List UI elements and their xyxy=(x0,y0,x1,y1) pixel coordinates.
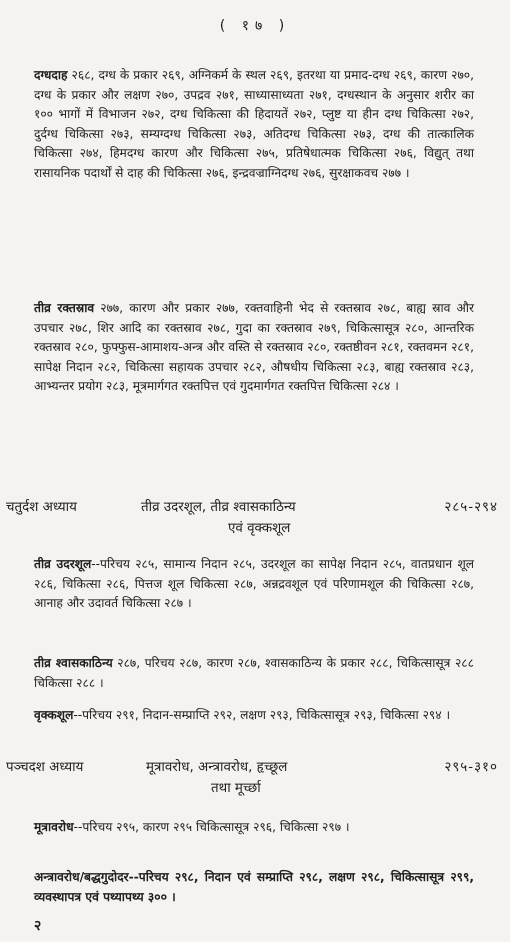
section-heading: वृक्कशूल xyxy=(34,708,74,722)
chapter-title: मूत्रावरोध, अन्त्रावरोध, हृच्छूल xyxy=(146,760,288,775)
chapter-name: चतुर्दश अध्याय xyxy=(6,500,77,515)
footer-signature-mark: २ xyxy=(34,918,42,934)
section-heading: मूत्रावरोध xyxy=(34,820,74,834)
chapter-title: तीव्र उदरशूल, तीव्र श्वासकाठिन्य xyxy=(141,500,296,515)
section-text: २८७, परिचय २८७, कारण २८७, श्वासकाठिन्य के प्रकार २८८, चिकित्सासूत्र २८८ चिकित्सा २८८ । xyxy=(34,656,474,690)
chapter-title-line2: तथा मूर्च्छा xyxy=(211,781,261,796)
section-heading: दग्धदाह xyxy=(34,68,68,82)
section-dagdhadah xyxy=(34,66,474,184)
section-mutravarodh xyxy=(34,818,474,838)
section-tivra-raktasrav xyxy=(34,299,474,397)
section-text: --परिचय २८५, सामान्य निदान २८५, उदरशूल का सापेक्ष निदान २८५, वातप्रधान शूल २८६, चिकित्सा २८६, पित्तज शूल चिकित्सा २८७, अन्नद्रवशूल एवं परिणामशूल की चिकित्सा २८७, आनाह और उदावर्त चिकित्सा २८७ । xyxy=(34,557,474,611)
chapter-title-line2: एवं वृक्कशूल xyxy=(228,521,291,536)
page-number: ( १७ ) xyxy=(219,18,291,34)
section-heading: तीव्र उदरशूल xyxy=(34,557,92,571)
section-heading: अन्त्रावरोध/बद्धगुदोदर--परिचय २९८, निदान एवं सम्प्राप्ति २९८, लक्षण २९८, चिकित्सासूत्र २९९, व्यवस्थापत्र एवं पथ्यापथ्य ३०० । xyxy=(34,870,474,904)
section-shvaskathinya xyxy=(34,654,474,693)
chapter-page-range: २८५-२९४ xyxy=(444,500,498,515)
section-text: २६८, दग्ध के प्रकार २६९, अग्निकर्म के स्थल २६९, इतरथा या प्रमाद-दग्ध २६९, कारण २७०, दग्ध के प्रकार और लक्षण २७०, उपद्रव २७१, साध्यासाध्यता २७१, दग्धस्थान के अनुसार शरीर का १०० भागों में विभाजन २७२, दग्ध चिकित्सा की हिदायतें २७२, प्लुष्ट या हीन दग्ध चिकित्सा २७२, दुर्दग्ध चिकित्सा २७३, सम्यग्दग्ध चिकित्सा २७३, अतिदग्ध चिकित्सा २७३, दग्ध की तात्कालिक चिकित्सा २७४, हिमदग्ध कारण और चिकित्सा २७५, प्रतिषेधात्मक चिकित्सा २७६, विद्युत् तथा रासायनिक पदार्थों से दाह की चिकित्सा २७६, इन्द्रवज्राग्निदग्ध २७६, सुरक्षाकवच २७७ । xyxy=(34,68,474,180)
section-tivra-udarshool xyxy=(34,555,474,614)
section-heading: तीव्र श्वासकाठिन्य xyxy=(34,656,113,670)
section-heading: तीव्र रक्तस्राव xyxy=(34,301,95,315)
section-antravarodh xyxy=(34,868,474,907)
section-text: २७७, कारण और प्रकार २७७, रक्तवाहिनी भेद से रक्तस्राव २७८, बाह्य स्राव और उपचार २७८, शिर आदि का रक्तस्राव २७८, गुदा का रक्तस्राव २७९, चिकित्सासूत्र २८०, आन्तरिक रक्तस्राव २८०, फुफ्फुस-आमाशय-अन्त्र और वस्ति से रक्तस्राव २८०, रक्तष्ठीवन २८१, रक्तवमन २८१, सापेक्ष निदान २८२, चिकित्सा सहायक उपचार २८२, औषधीय चिकित्सा २८३, बाह्य रक्तस्राव २८३, आभ्यन्तर प्रयोग २८३, मूत्रमार्गगत रक्तपित्त एवं गुदमार्गगत रक्तपित्त चिकित्सा २८४ । xyxy=(34,301,475,394)
section-text: --परिचय २९५, कारण २९५ चिकित्सासूत्र २९६, चिकित्सा २९७ । xyxy=(73,820,350,834)
section-vrikkashool xyxy=(34,706,474,726)
chapter-page-range: २९५-३१० xyxy=(444,760,498,775)
chapter-name: पञ्चदश अध्याय xyxy=(6,760,84,775)
section-text: --परिचय २९१, निदान-सम्प्राप्ति २९२, लक्षण २९३, चिकित्सासूत्र २९३, चिकित्सा २९४ । xyxy=(73,708,451,722)
